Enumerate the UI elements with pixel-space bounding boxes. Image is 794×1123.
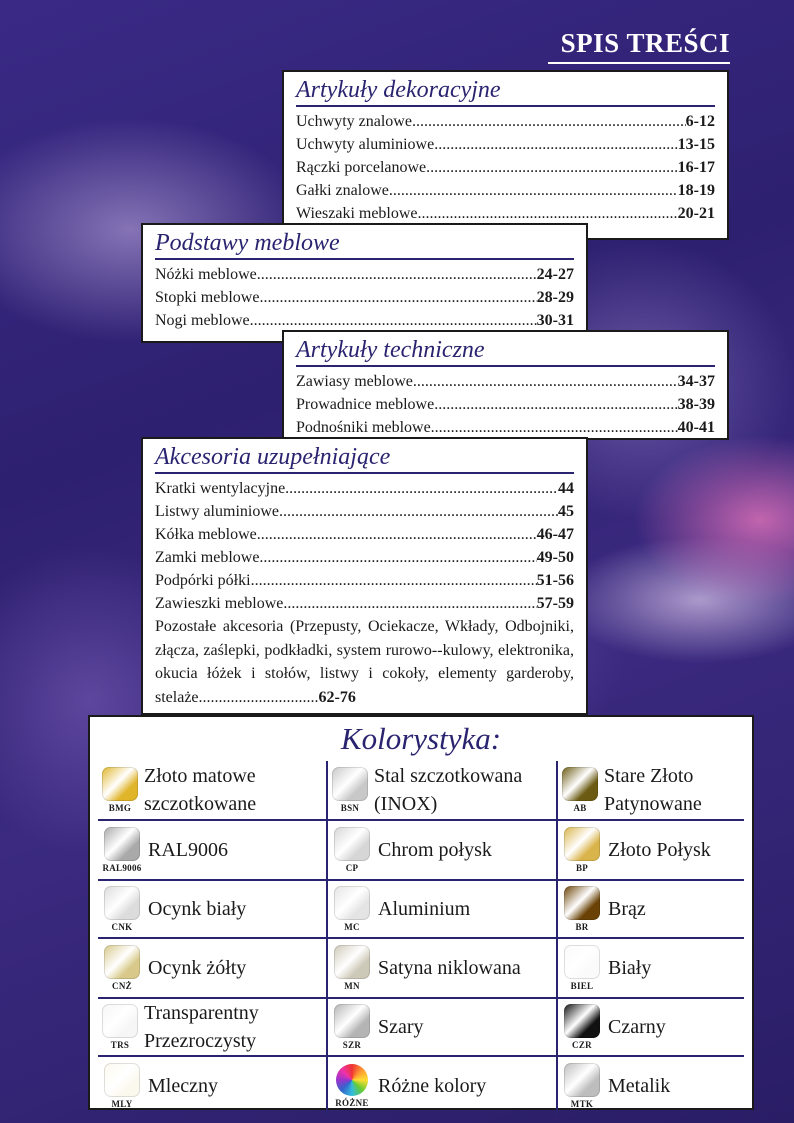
toc-entry[interactable] [155, 263, 574, 286]
toc-entry-label: Uchwyty aluminiowe [296, 136, 435, 153]
toc-entry-pages: 46-47 [536, 526, 574, 543]
swatch-code: MN [344, 981, 360, 991]
toc-entry[interactable] [155, 477, 574, 500]
swatch-chip [334, 945, 370, 979]
swatch-code: AB [573, 803, 587, 813]
toc-entry-pages: 38-39 [677, 396, 715, 413]
toc-entry-pages: 51-56 [536, 572, 574, 589]
section-artykuly-techniczne [282, 330, 729, 440]
toc-entry-other-accessories[interactable] [155, 615, 574, 709]
color-option[interactable] [558, 1057, 744, 1115]
color-swatch [562, 767, 598, 813]
color-swatch [102, 1063, 142, 1109]
toc-entry-label: Rączki porcelanowe [296, 159, 427, 176]
color-name: Aluminium [378, 898, 471, 920]
toc-entry-label: Zawieszki meblowe [155, 595, 284, 612]
toc-entry-pages: 44 [558, 480, 574, 497]
toc-entry-label: Kółka meblowe [155, 526, 257, 543]
section-heading: Artykuły techniczne [296, 336, 715, 367]
swatch-chip [564, 886, 600, 920]
toc-entry-label: Wieszaki meblowe [296, 205, 418, 222]
color-name: Satyna niklowana [378, 957, 521, 979]
color-name: Ocynk biały [148, 898, 247, 920]
title-underline [548, 62, 730, 64]
color-row [98, 821, 744, 881]
color-option[interactable] [328, 761, 558, 819]
color-name: Stare Złoto Patynowane [604, 765, 702, 815]
swatch-chip [104, 827, 140, 861]
dot-leader [426, 156, 678, 179]
dot-leader [279, 500, 558, 523]
swatch-code: BP [575, 863, 589, 873]
color-swatch [332, 886, 372, 932]
swatch-code: RÓŻNE [335, 1098, 369, 1108]
color-option[interactable] [328, 939, 558, 997]
dot-leader [389, 179, 678, 202]
toc-entry[interactable] [155, 500, 574, 523]
toc-entry-pages: 18-19 [677, 182, 715, 199]
swatch-chip [104, 945, 140, 979]
toc-entry[interactable] [155, 286, 574, 309]
swatch-chip [334, 827, 370, 861]
color-option[interactable] [328, 1057, 558, 1115]
toc-entry[interactable] [296, 370, 715, 393]
toc-entry-pages: 40-41 [677, 419, 715, 436]
swatch-code: BMG [108, 803, 132, 813]
color-option[interactable] [98, 821, 328, 879]
toc-entry-label: Zawiasy meblowe [296, 373, 413, 390]
color-option[interactable] [558, 761, 744, 819]
toc-entry[interactable] [155, 309, 574, 332]
section-akcesoria-uzupelniajace [141, 437, 588, 715]
color-swatch [562, 1004, 602, 1050]
swatch-chip [564, 945, 600, 979]
toc-entry-pages: 45 [558, 503, 574, 520]
color-swatch [102, 886, 142, 932]
toc-entry-label: Podnośniki meblowe [296, 419, 431, 436]
dot-leader: .............................. [198, 688, 319, 706]
swatch-chip [564, 827, 600, 861]
color-swatch [332, 827, 372, 873]
color-name: Transparentny Przezroczysty [144, 1002, 259, 1052]
color-option[interactable] [558, 939, 744, 997]
dot-leader [257, 263, 537, 286]
toc-entry[interactable] [296, 110, 715, 133]
color-name: Metalik [608, 1075, 671, 1097]
toc-entry[interactable] [155, 546, 574, 569]
toc-entry-pages: 20-21 [677, 205, 715, 222]
color-swatch [332, 1064, 372, 1108]
toc-entry-label: Pozostałe akcesoria (Przepusty, Ociekacze, Wkłady, Odbojniki, złącza, zaślepki, podkładki, system rurowo--kulowy, elektronika, okucia łóżek i stołów, listwy i cokoły, elementy garderoby, stelaże [155, 618, 574, 706]
section-podstawy-meblowe [141, 223, 588, 343]
color-option[interactable] [558, 999, 744, 1055]
colors-heading: Kolorystyka: [340, 721, 502, 756]
color-swatch [102, 827, 142, 873]
toc-entry-pages: 30-31 [536, 312, 574, 329]
toc-entry[interactable] [296, 179, 715, 202]
color-row [98, 761, 744, 821]
toc-entry[interactable] [155, 523, 574, 546]
color-name: Chrom połysk [378, 839, 492, 861]
swatch-chip [104, 1063, 140, 1097]
swatch-chip [336, 1064, 368, 1096]
toc-entry[interactable] [296, 393, 715, 416]
color-row [98, 881, 744, 939]
color-name: Różne kolory [378, 1075, 487, 1097]
section-heading: Artykuły dekoracyjne [296, 76, 715, 107]
color-option[interactable] [328, 881, 558, 937]
toc-entry[interactable] [296, 202, 715, 225]
dot-leader [257, 523, 537, 546]
section-artykuly-dekoracyjne [282, 70, 729, 240]
swatch-code: BIEL [570, 981, 594, 991]
color-row [98, 999, 744, 1057]
toc-entry-label: Nóżki meblowe [155, 266, 257, 283]
swatch-code: CZR [572, 1040, 592, 1050]
swatch-chip [564, 1063, 600, 1097]
dot-leader [283, 592, 536, 615]
swatch-chip [332, 767, 368, 801]
swatch-chip [562, 767, 598, 801]
toc-entry-pages: 62-76 [318, 688, 356, 706]
toc-entry-pages: 13-15 [677, 136, 715, 153]
section-heading: Akcesoria uzupełniające [155, 443, 574, 474]
toc-entry-pages: 24-27 [536, 266, 574, 283]
color-swatch [332, 945, 372, 991]
toc-entry-label: Nogi meblowe [155, 312, 250, 329]
toc-entry-label: Listwy aluminiowe [155, 503, 279, 520]
dot-leader [412, 110, 686, 133]
color-option[interactable] [98, 999, 328, 1055]
page-title: SPIS TREŚCI [560, 28, 730, 58]
swatch-code: MLY [111, 1099, 133, 1109]
swatch-code: SZR [342, 1040, 362, 1050]
color-swatch [562, 1063, 602, 1109]
dot-leader [251, 569, 537, 592]
toc-entry[interactable] [296, 416, 715, 439]
color-name: Ocynk żółty [148, 957, 247, 979]
color-name: Brąz [608, 898, 646, 920]
swatch-chip [104, 886, 140, 920]
color-name: Szary [378, 1016, 424, 1038]
color-option[interactable] [98, 761, 328, 819]
swatch-code: RAL9006 [102, 863, 142, 873]
toc-entry-label: Prowadnice meblowe [296, 396, 435, 413]
color-option[interactable] [98, 881, 328, 937]
color-swatch [562, 886, 602, 932]
swatch-code: CP [345, 863, 359, 873]
color-option[interactable] [558, 881, 744, 937]
toc-entry-label: Podpórki półki [155, 572, 251, 589]
swatch-chip [334, 886, 370, 920]
swatch-code: BR [575, 922, 589, 932]
color-swatch [332, 1004, 372, 1050]
dot-leader [434, 133, 677, 156]
color-name: Mleczny [148, 1075, 218, 1097]
color-option[interactable] [98, 939, 328, 997]
toc-entry-label: Kratki wentylacyjne [155, 480, 286, 497]
color-palette-panel [88, 715, 754, 1110]
color-swatch [102, 1004, 138, 1050]
color-name: Złoto matowe szczotkowane [144, 765, 257, 815]
section-heading: Podstawy meblowe [155, 229, 574, 260]
dot-leader [434, 393, 677, 416]
toc-entry-pages: 34-37 [677, 373, 715, 390]
color-option[interactable] [328, 821, 558, 879]
color-name: Stal szczotkowana (INOX) [374, 765, 523, 815]
dot-leader [259, 546, 536, 569]
color-name: Czarny [608, 1016, 666, 1038]
swatch-code: MC [344, 922, 360, 932]
color-row [98, 1057, 744, 1115]
color-name: RAL9006 [148, 839, 228, 861]
color-option[interactable] [328, 999, 558, 1055]
color-swatch [102, 767, 138, 813]
dot-leader [259, 286, 536, 309]
dot-leader [431, 416, 678, 439]
swatch-chip [102, 1004, 138, 1038]
color-name: Biały [608, 957, 652, 979]
toc-entry[interactable] [155, 569, 574, 592]
swatch-code: BSN [340, 803, 360, 813]
swatch-chip [102, 767, 138, 801]
color-swatch [562, 827, 602, 873]
swatch-chip [564, 1004, 600, 1038]
color-swatch [562, 945, 602, 991]
dot-leader [413, 370, 678, 393]
toc-entry[interactable] [155, 592, 574, 615]
color-name: Złoto Połysk [608, 839, 711, 861]
toc-entry-pages: 16-17 [677, 159, 715, 176]
dot-leader [418, 202, 678, 225]
swatch-code: TRS [110, 1040, 130, 1050]
color-option[interactable] [558, 821, 744, 879]
color-swatch [102, 945, 142, 991]
swatch-chip [334, 1004, 370, 1038]
toc-entry-pages: 57-59 [536, 595, 574, 612]
toc-entry[interactable] [296, 156, 715, 179]
dot-leader [250, 309, 537, 332]
toc-entry-pages: 28-29 [536, 289, 574, 306]
color-grid [98, 761, 744, 1115]
color-option[interactable] [98, 1057, 328, 1115]
toc-entry[interactable] [296, 133, 715, 156]
toc-entry-label: Zamki meblowe [155, 549, 260, 566]
swatch-code: MTK [570, 1099, 594, 1109]
toc-entry-pages: 49-50 [536, 549, 574, 566]
toc-entry-label: Gałki znalowe [296, 182, 389, 199]
toc-entry-label: Uchwyty znalowe [296, 113, 412, 130]
swatch-code: CNŻ [112, 981, 132, 991]
color-row [98, 939, 744, 999]
color-swatch [332, 767, 368, 813]
dot-leader [285, 477, 558, 500]
toc-entry-pages: 6-12 [685, 113, 715, 130]
toc-entry-label: Stopki meblowe [155, 289, 260, 306]
swatch-code: CNK [111, 922, 133, 932]
